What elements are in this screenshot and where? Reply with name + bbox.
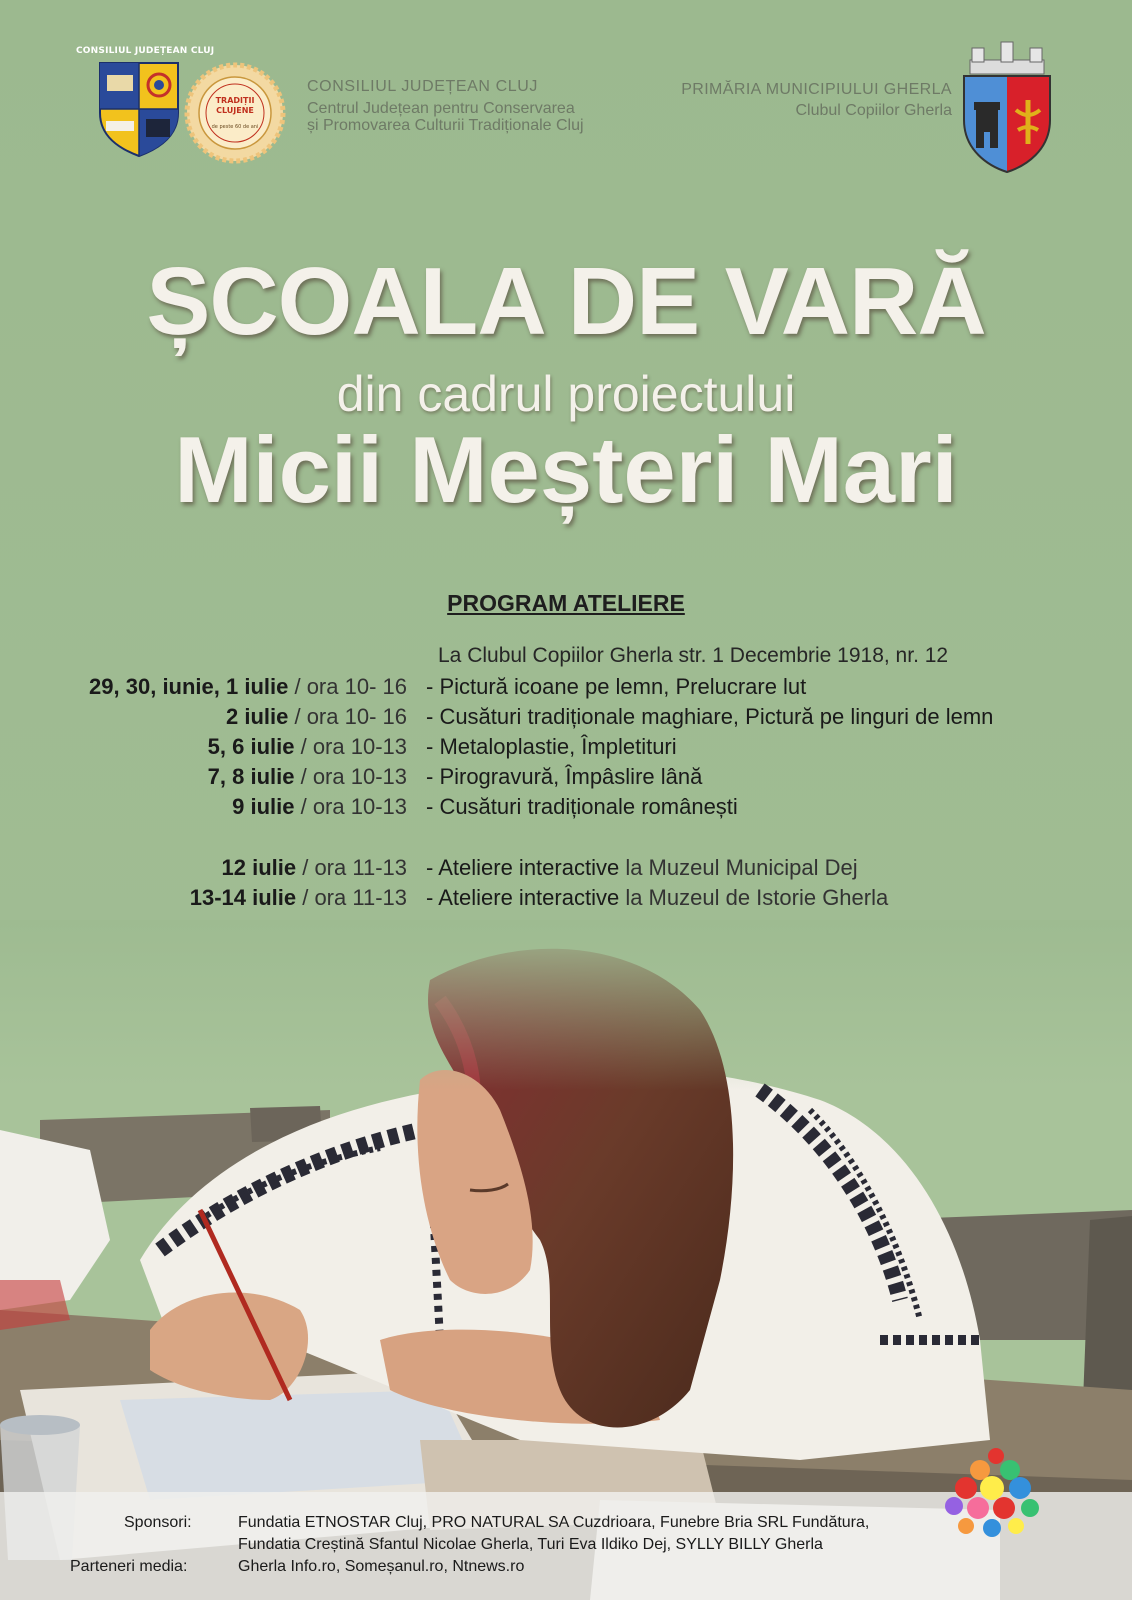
colorful-dots-logo-icon [936, 1440, 1056, 1550]
program-row [0, 734, 1132, 764]
row-date: 2 iulie [226, 704, 289, 729]
row-activity: - Ateliere interactive [426, 885, 620, 910]
row-time: / ora 11-13 [296, 885, 407, 910]
row-place: la Muzeul Municipal Dej [619, 855, 858, 880]
seal-line-1: TRADIȚII [215, 96, 255, 105]
row-activity: - Pictură icoane pe lemn, Prelucrare lut [426, 674, 807, 699]
gherla-crest-icon [960, 38, 1054, 174]
title-main: ȘCOALA DE VARĂ [146, 248, 986, 355]
program-row [0, 674, 1132, 704]
org-right-line2: Clubul Copiilor Gherla [795, 102, 952, 119]
row-place: la Muzeul de Istorie Gherla [619, 885, 889, 910]
program-title: PROGRAM ATELIERE [447, 590, 685, 616]
row-date: 13-14 iulie [189, 885, 297, 910]
media-partners-line: Gherla Info.ro, Someșanul.ro, Ntnews.ro [238, 1558, 525, 1575]
row-activity: - Cusături tradiționale românești [426, 794, 738, 819]
row-date: 9 iulie [232, 794, 295, 819]
seal-line-2: CLUJENE [216, 106, 254, 115]
program-location: La Clubul Copiilor Gherla str. 1 Decembrie 1918, nr. 12 [438, 644, 949, 667]
program-row [0, 855, 1132, 885]
organizer-right [681, 81, 952, 120]
org-left-line1: CONSILIUL JUDEȚEAN CLUJ [307, 78, 539, 95]
org-left-line2: Centrul Județean pentru Conservarea [307, 100, 575, 117]
row-date: 12 iulie [221, 855, 297, 880]
row-time: / ora 11-13 [296, 855, 407, 880]
program-row [0, 704, 1132, 734]
row-activity: - Metaloplastie, Împletituri [426, 734, 677, 759]
sponsors-line-2: Fundatia Creștină Sfantul Nicolae Gherla, Turi Eva Ildiko Dej, SYLLY BILLY Gherla [238, 1536, 823, 1553]
row-time: / ora 10-13 [294, 734, 407, 759]
row-activity: - Ateliere interactive [426, 855, 620, 880]
row-time: / ora 10- 16 [288, 674, 407, 699]
sponsors-line-1: Fundatia ETNOSTAR Cluj, PRO NATURAL SA Cuzdrioara, Funebre Bria SRL Fundătura, [238, 1514, 870, 1531]
row-time: / ora 10- 16 [288, 704, 407, 729]
media-partners-label: Parteneri media: [70, 1558, 188, 1575]
org-left-line3: și Promovarea Culturii Tradiționale Cluj [307, 117, 584, 134]
sponsors-label: Sponsori: [124, 1514, 192, 1531]
row-activity: - Pirogravură, Împâslire lână [426, 764, 703, 789]
row-date: 5, 6 iulie [207, 734, 295, 759]
cluj-county-crest-icon [98, 61, 180, 157]
county-council-caption: CONSILIUL JUDEȚEAN CLUJ [76, 46, 215, 56]
title-project: Micii Meșteri Mari [174, 417, 958, 522]
row-date: 7, 8 iulie [207, 764, 295, 789]
org-right-line1: PRIMĂRIA MUNICIPIULUI GHERLA [681, 81, 952, 98]
row-time: / ora 10-13 [294, 794, 407, 819]
program-row [0, 794, 1132, 824]
program-row [0, 764, 1132, 794]
program-row [0, 885, 1132, 915]
seal-subtext: de peste 60 de ani [211, 124, 259, 130]
row-time: / ora 10-13 [294, 764, 407, 789]
row-activity: - Cusături tradiționale maghiare, Pictură pe linguri de lemn [426, 704, 994, 729]
seal-text [196, 96, 274, 116]
organizer-left [307, 78, 584, 134]
title-sub: din cadrul proiectului [336, 366, 796, 422]
row-date: 29, 30, iunie, 1 iulie [89, 674, 289, 699]
